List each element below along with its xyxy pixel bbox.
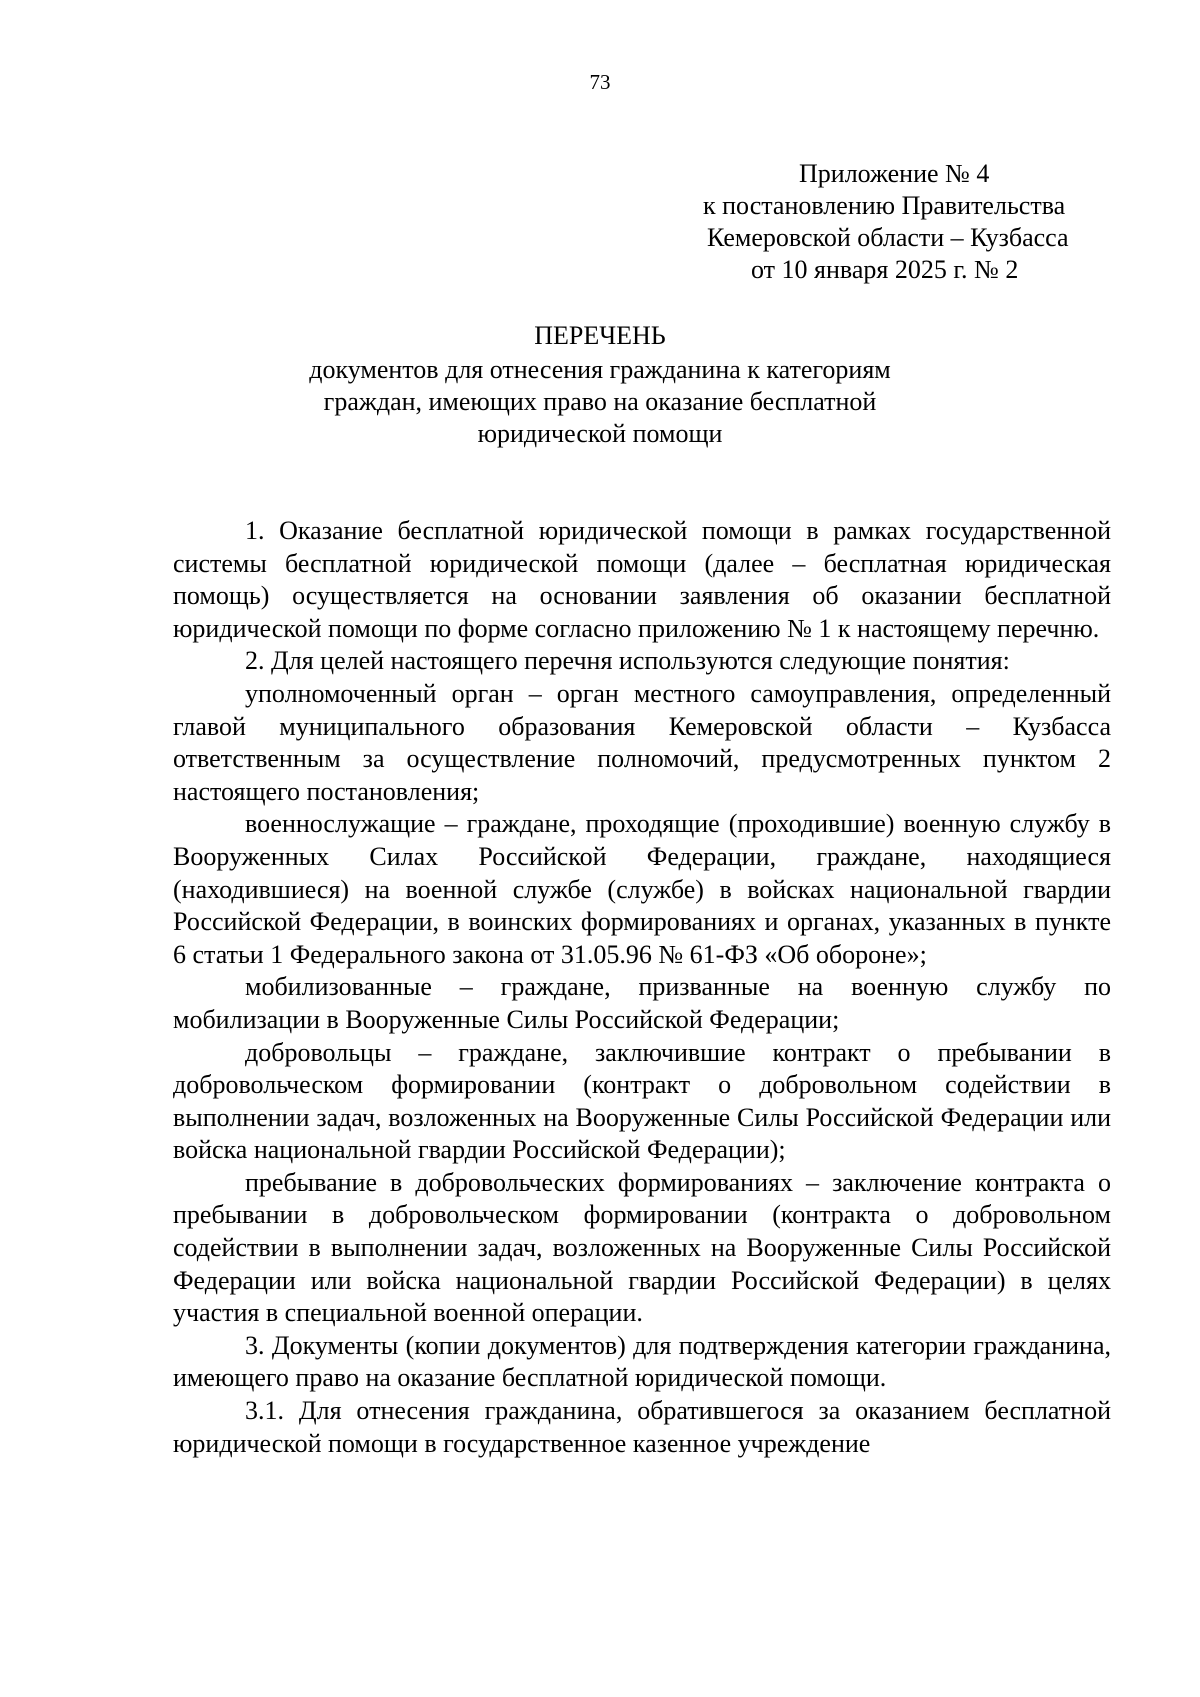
paragraph: мобилизованные – граждане, призванные на военную службу по мобилизации в Вооруженные Силы Российской Федерации; [173, 972, 1111, 1034]
appendix-line: от 10 января 2025 г. № 2 [751, 255, 1019, 284]
paragraph: уполномоченный орган – орган местного самоуправления, определенный главой муниципального образования Кемеровской области – Кузбасса ответственным за осуществление полномочий, предусмотренных пунктом 2 настоящего постановления; [173, 678, 1111, 806]
appendix-header [703, 158, 1123, 286]
document-title: ПЕРЕЧЕНЬ [534, 321, 666, 350]
paragraph: пребывание в добровольческих формированиях – заключение контракта о пребывании в добровольческом формировании (контракта о добровольном содействии в выполнении задач, возложенных на Вооруженные Силы Российской Федерации или войска национальной гвардии Российской Федерации) в целях участия в специальной военной операции. [173, 1167, 1111, 1328]
paragraph: добровольцы – граждане, заключившие контракт о пребывании в добровольческом формировании (контракт о добровольном содействии в выполнении задач, возложенных на Вооруженные Силы Российской Федерации или войска национальной гвардии Российской Федерации); [173, 1037, 1111, 1165]
subtitle-line: документов для отнесения гражданина к категориям [309, 355, 891, 384]
subtitle-line: юридической помощи [477, 419, 723, 448]
document-body [173, 515, 1111, 1460]
appendix-line: Кемеровской области – Кузбасса [707, 223, 1069, 252]
paragraph: 1. Оказание бесплатной юридической помощи в рамках государственной системы бесплатной юридической помощи (далее – бесплатная юридическая помощь) осуществляется на основании заявления об оказании бесплатной юридической помощи по форме согласно приложению № 1 к настоящему перечню. [173, 516, 1111, 643]
document-subtitle [0, 354, 1200, 450]
appendix-line: Приложение № 4 [799, 159, 990, 188]
paragraph: военнослужащие – граждане, проходящие (проходившие) военную службу в Вооруженных Силах Российской Федерации, граждане, находящиеся (находившиеся) на военной службе (службе) в войсках национальной гвардии Российской Федерации, в воинских формированиях и органах, указанных в пункте 6 статьи 1 Федерального закона от 31.05.96 № 61-ФЗ «Об обороне»; [173, 809, 1111, 969]
subtitle-line: граждан, имеющих право на оказание бесплатной [323, 387, 877, 416]
paragraph: 3.1. Для отнесения гражданина, обратившегося за оказанием бесплатной юридической помощи в государственное казенное учреждение [173, 1396, 1111, 1458]
paragraph: 3. Документы (копии документов) для подтверждения категории гражданина, имеющего право на оказание бесплатной юридической помощи. [173, 1330, 1111, 1393]
appendix-line: к постановлению Правительства [703, 191, 1066, 220]
page-number: 73 [589, 70, 611, 94]
paragraph: 2. Для целей настоящего перечня используются следующие понятия: [245, 646, 1010, 676]
